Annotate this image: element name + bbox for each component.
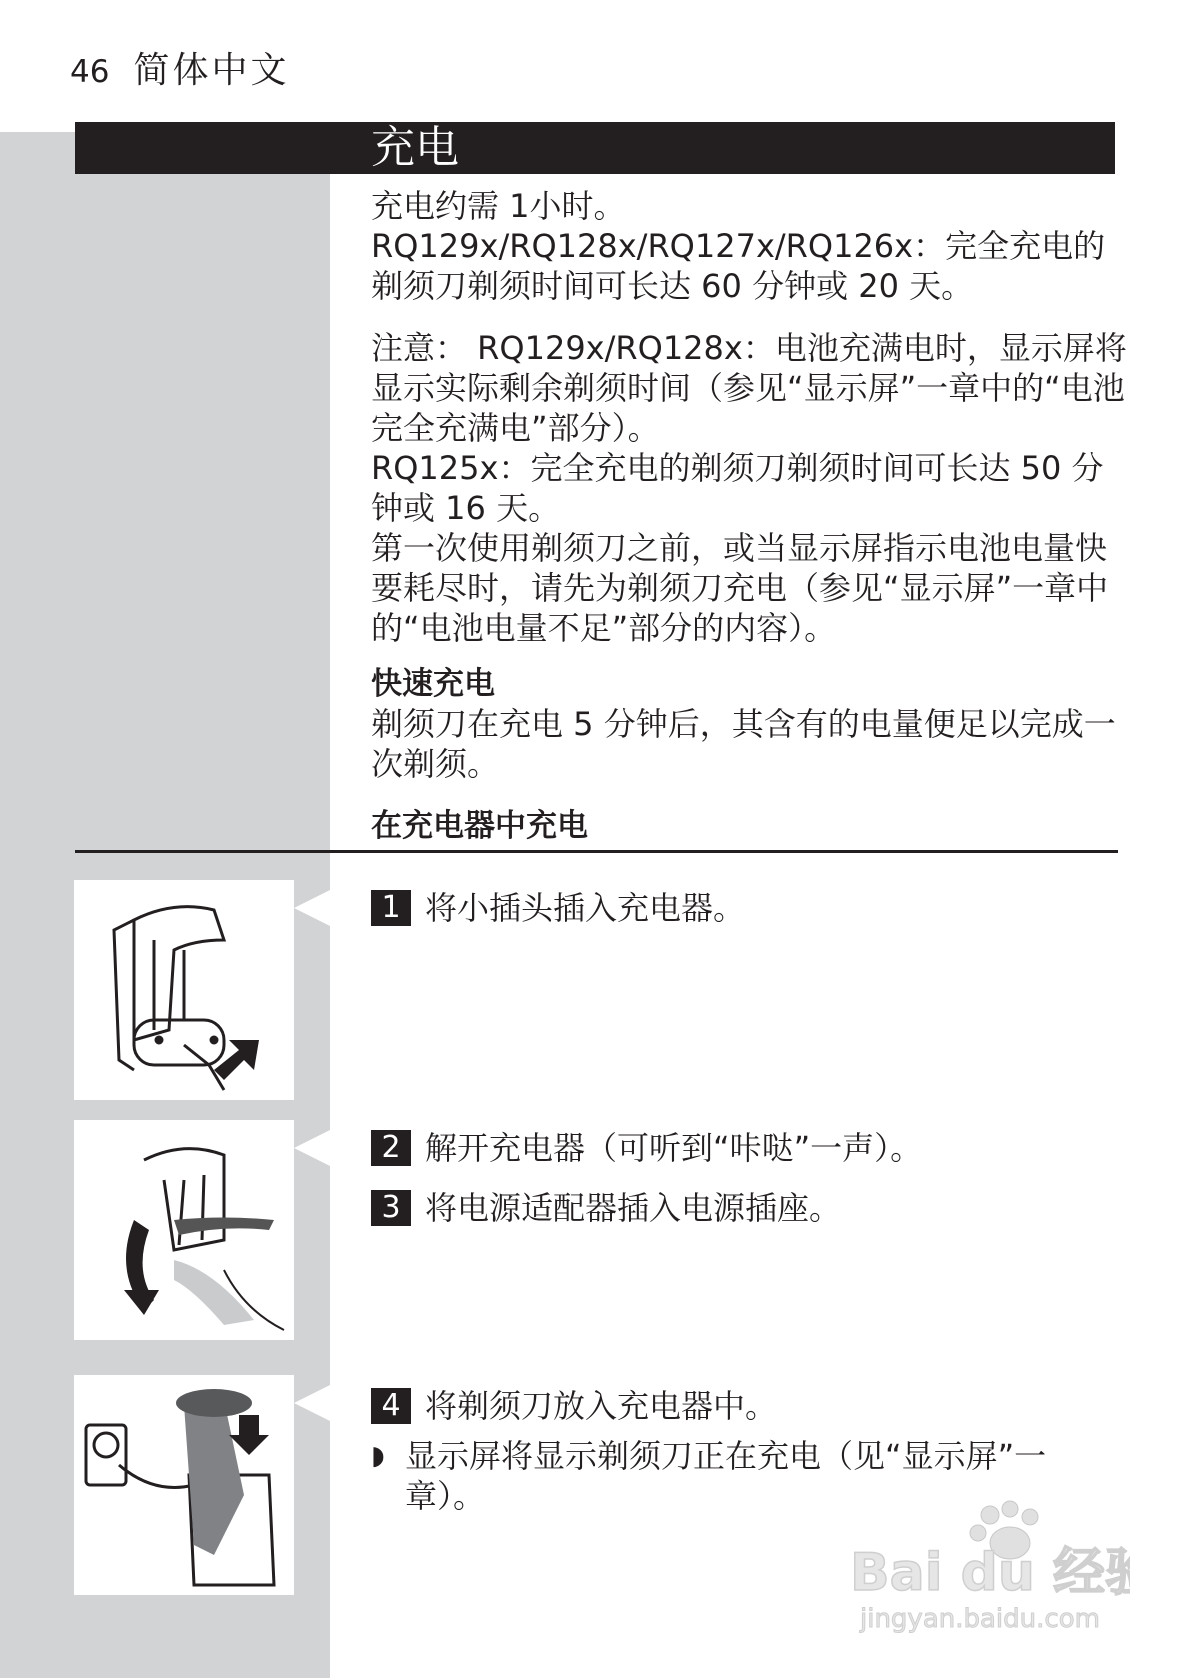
- note-text: 注意： RQ129x/RQ128x：电池充满电时，显示屏将显示实际剩余剃须时间（参见“显示屏”一章中的“电池完全充满电”部分）。: [371, 329, 1127, 447]
- quick-charge-block: [371, 664, 1131, 784]
- step-2: [371, 1128, 1111, 1168]
- quick-charge-heading: 快速充电: [371, 666, 495, 702]
- step-number: 3: [371, 1190, 411, 1226]
- watermark-url: jingyan.baidu.com: [860, 1604, 1100, 1634]
- intro-block: [371, 186, 1131, 306]
- figure-place-shaver: [74, 1375, 294, 1595]
- step-text: 将小插头插入充电器。: [425, 889, 746, 927]
- intro-line: RQ129x/RQ128x/RQ127x/RQ126x：完全充电的剃须刀剃须时间可长达 60 分钟或 20 天。: [371, 227, 1106, 305]
- baidu-watermark: [840, 1495, 1130, 1635]
- rq125-text: RQ125x：完全充电的剃须刀剃须时间可长达 50 分钟或 16 天。: [371, 449, 1104, 527]
- step-text: 将电源适配器插入电源插座。: [425, 1189, 842, 1227]
- step-4: [371, 1386, 1111, 1426]
- figure-pointer: [294, 890, 330, 926]
- step-1: [371, 888, 1111, 928]
- figure-plug-into-charger: [74, 880, 294, 1100]
- right-triangle-bullet-icon: ◗: [371, 1441, 385, 1471]
- step-text: 解开充电器（可听到“咔哒”一声）。: [425, 1129, 923, 1167]
- watermark-brand: Bai du 经验: [850, 1543, 1130, 1603]
- section-title-bar: [75, 122, 1115, 174]
- figure-pointer: [294, 1130, 330, 1166]
- page-number: 46: [70, 54, 110, 90]
- charger-heading: 在充电器中充电: [371, 808, 588, 844]
- divider: [75, 850, 1118, 853]
- step-text: 将剃须刀放入充电器中。: [425, 1387, 778, 1425]
- step-number: 4: [371, 1388, 411, 1424]
- page-header: [70, 42, 289, 93]
- note-block: [371, 328, 1131, 648]
- charger-heading-block: [371, 806, 1131, 846]
- section-title: 充电: [371, 122, 459, 173]
- step-3: [371, 1188, 1111, 1228]
- step-number: 2: [371, 1130, 411, 1166]
- figure-unfold-charger: [74, 1120, 294, 1340]
- language-label: 简体中文: [133, 50, 290, 91]
- figure-pointer: [294, 1385, 330, 1421]
- first-use-text: 第一次使用剃须刀之前，或当显示屏指示电池电量快要耗尽时，请先为剃须刀充电（参见“显示屏”一章中的“电池电量不足”部分的内容）。: [371, 529, 1109, 647]
- quick-charge-body: 剃须刀在充电 5 分钟后，其含有的电量便足以完成一次剃须。: [371, 705, 1116, 783]
- intro-line: 充电约需 1小时。: [371, 187, 626, 225]
- result-text: 显示屏将显示剃须刀正在充电（见“显示屏”一章）。: [405, 1437, 1047, 1515]
- step-number: 1: [371, 890, 411, 926]
